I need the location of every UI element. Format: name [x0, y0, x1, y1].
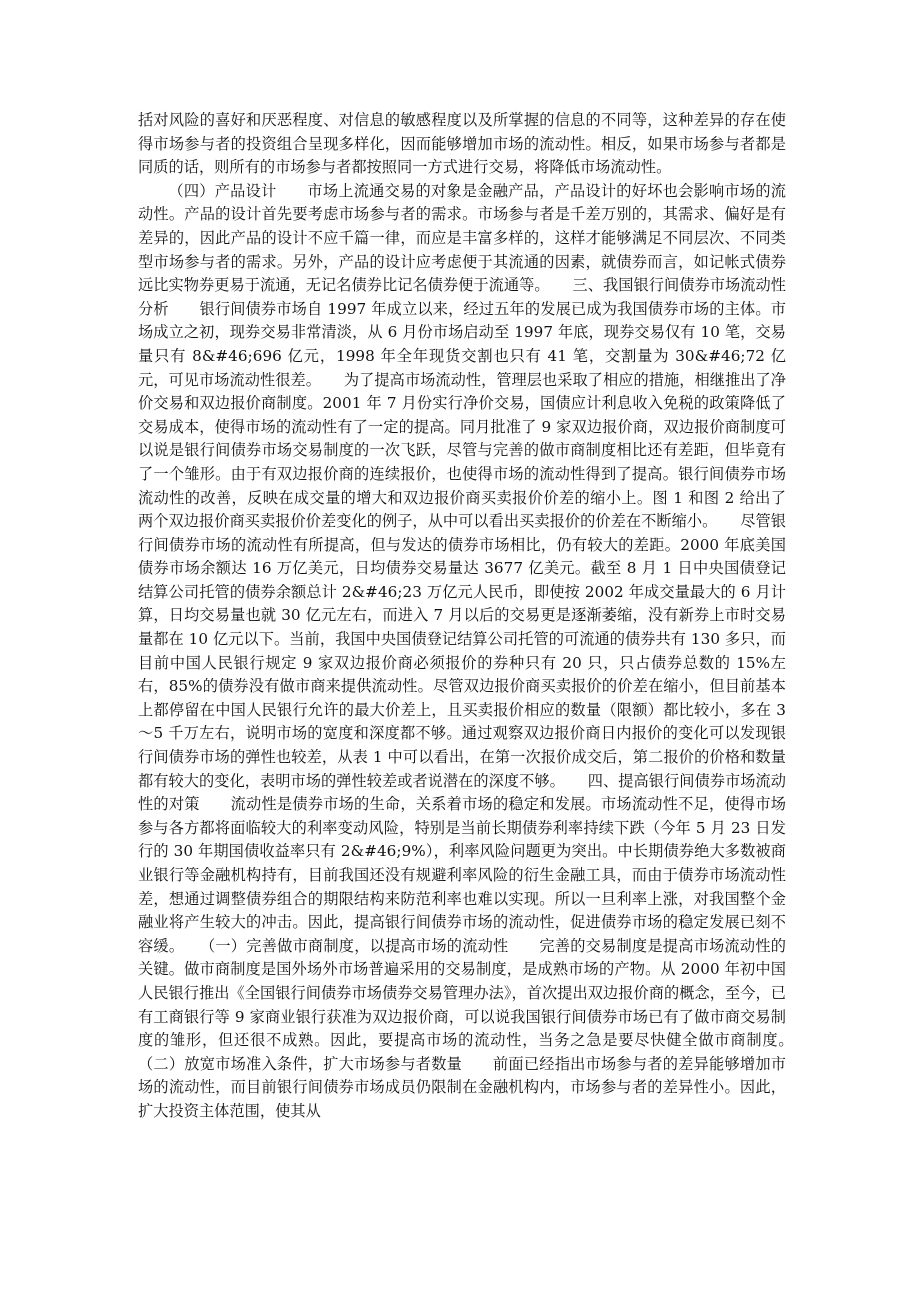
- paragraph-2: （四）产品设计 市场上流通交易的对象是金融产品，产品设计的好坏也会影响市场的流动性。产品的设计首先要考虑市场参与者的需求。市场参与者是千差万别的，其需求、偏好是有差异的，因此产品的设计不应千篇一律，而应是丰富多样的，这样才能够满足不同层次、不同类型市场参与者的需求。另外，产品的设计应考虑便于其流通的因素，就债券而言，如记帐式债券远比实物券更易于流通，无记名债券比记名债券便于流通等。 三、我国银行间债券市场流动性分析 银行间债券市场自 1997 年成立以来，经过五年的发展已成为我国债券市场的主体。市场成立之初，现券交易非常清淡，从 6 月份市场启动至 1997 年底，现券交易仅有 10 笔，交易量只有 8&#46;696 亿元，1998 年全年现货交割也只有 41 笔，交割量为 30&#46;72 亿元，可见市场流动性很差。 为了提高市场流动性，管理层也采取了相应的措施，相继推出了净价交易和双边报价商制度。2001 年 7 月份实行净价交易，国债应计利息收入免税的政策降低了交易成本，使得市场的流动性有了一定的提高。同月批准了 9 家双边报价商，双边报价商制度可以说是银行间债券市场交易制度的一次飞跃，尽管与完善的做市商制度相比还有差距，但毕竟有了一个雏形。由于有双边报价商的连续报价，也使得市场的流动性得到了提高。银行间债券市场流动性的改善，反映在成交量的增大和双边报价商买卖报价价差的缩小上。图 1 和图 2 给出了两个双边报价商买卖报价价差变化的例子，从中可以看出买卖报价的价差在不断缩小。 尽管银行间债券市场的流动性有所提高，但与发达的债券市场相比，仍有较大的差距。2000 年底美国债券市场余额达 16 万亿美元，日均债券交易量达 3677 亿美元。截至 8 月 1 日中央国债登记结算公司托管的债券余额总计 2&#46;23 万亿元人民币，即使按 2002 年成交量最大的 6 月计算，日均交易量也就 30 亿元左右，而进入 7 月以后的交易更是逐渐萎缩，没有新券上市时交易量都在 10 亿元以下。当前，我国中央国债登记结算公司托管的可流通的债券共有 130 多只，而目前中国人民银行规定 9 家双边报价商必须报价的券种只有 20 只，只占债券总数的 15%左右，85%的债券没有做市商来提供流动性。尽管双边报价商买卖报价的价差在缩小，但目前基本上都停留在中国人民银行允许的最大价差上，且买卖报价相应的数量（限额）都比较小，多在 3～5 千万左右，说明市场的宽度和深度都不够。通过观察双边报价商日内报价的变化可以发现银行间债券市场的弹性也较差，从表 1 中可以看出，在第一次报价成交后，第二报价的价格和数量都有较大的变化，表明市场的弹性较差或者说潜在的深度不够。 四、提高银行间债券市场流动性的对策 流动性是债券市场的生命，关系着市场的稳定和发展。市场流动性不足，使得市场参与各方都将面临较大的利率变动风险，特别是当前长期债券利率持续下跌（今年 5 月 23 日发行的 30 年期国债收益率只有 2&#46;9%），利率风险问题更为突出。中长期债券绝大多数被商业银行等金融机构持有，目前我国还没有规避利率风险的衍生金融工具，而由于债券市场流动性差，想通过调整债券组合的期限结构来防范利率也难以实现。所以一旦利率上涨，对我国整个金融业将产生较大的冲击。因此，提高银行间债券市场的流动性，促进债券市场的稳定发展已刻不容缓。 （一）完善做市商制度，以提高市场的流动性 完善的交易制度是提高市场流动性的关键。做市商制度是国外场外市场普遍采用的交易制度，是成熟市场的产物。从 2000 年初中国人民银行推出《全国银行间债券市场债券交易管理办法》，首次提出双边报价商的概念，至今，已有工商银行等 9 家商业银行获准为双边报价商，可以说我国银行间债券市场已有了做市商交易制度的雏形，但还很不成熟。因此，要提高市场的流动性，当务之急是要尽快健全做市商制度。 （二）放宽市场准入条件，扩大市场参与者数量 前面已经指出市场参与者的差异能够增加市场的流动性，而目前银行间债券市场成员仍限制在金融机构内，市场参与者的差异性小。因此，扩大投资主体范围，使其从: [138, 181, 817, 1120]
- document-body: [138, 109, 817, 1124]
- paragraph-1: 括对风险的喜好和厌恶程度、对信息的敏感程度以及所掌握的信息的不同等，这种差异的存在使得市场参与者的投资组合呈现多样化，因而能够增加市场的流动性。相反，如果市场参与者都是同质的话，则所有的市场参与者都按照同一方式进行交易，将降低市场流动性。: [138, 111, 786, 177]
